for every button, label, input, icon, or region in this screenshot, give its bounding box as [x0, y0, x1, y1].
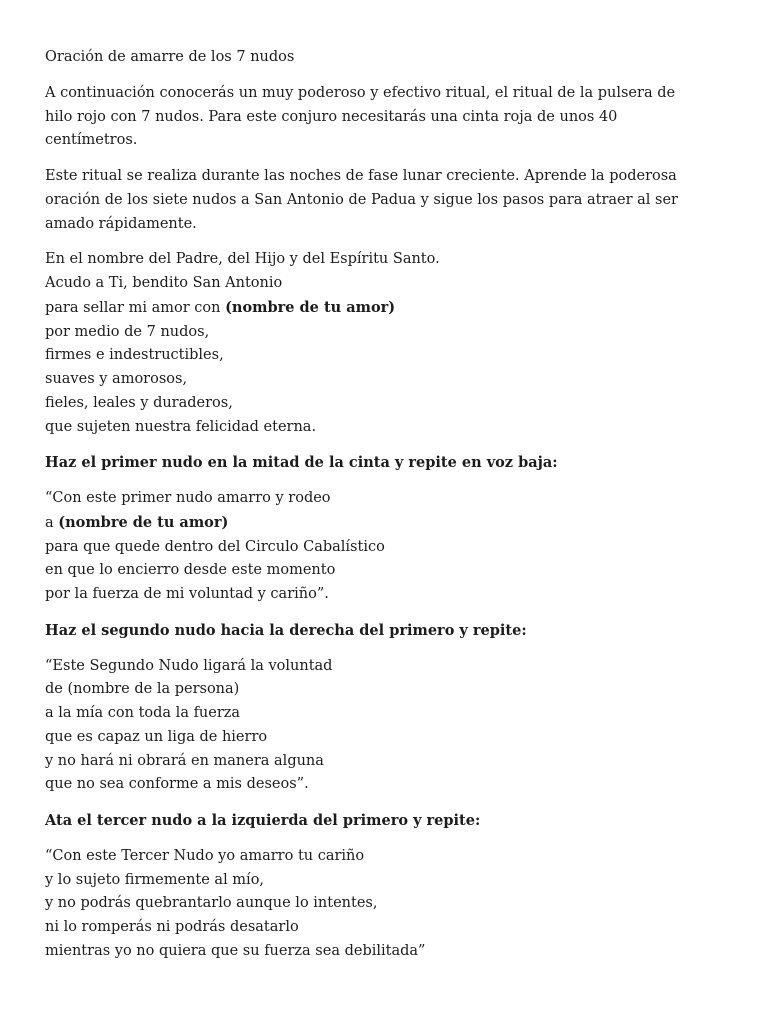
text-line: A continuación conocerás un muy poderoso y efectivo ritual, el ritual de la pulsera de — [45, 84, 676, 101]
verse-line: y no hará ni obrará en manera alguna — [45, 752, 324, 769]
verse-line: que sujeten nuestra felicidad eterna. — [45, 418, 317, 435]
verse-line — [45, 296, 728, 321]
verse-line: por medio de 7 nudos, — [45, 323, 210, 340]
verse-line: Acudo a Ti, bendito San Antonio — [45, 275, 283, 291]
verse-line: y lo sujeto firmemente al mío, — [45, 871, 265, 888]
verse-line: suaves y amorosos, — [45, 371, 188, 387]
verse-line: “Este Segundo Nudo ligará la voluntad — [45, 657, 333, 674]
verse-line: y no podrás quebrantarlo aunque lo intentes, — [45, 895, 378, 912]
text-line: amado rápidamente. — [45, 215, 197, 232]
verse-line: En el nombre del Padre, del Hijo y del Espíritu Santo. — [45, 251, 440, 268]
ritual-paragraph — [45, 165, 728, 236]
verse-line: ni lo romperás ni podrás desatarlo — [45, 919, 299, 935]
verse-text: a — [45, 514, 59, 531]
beloved-name-placeholder: (nombre de tu amor) — [58, 513, 229, 531]
beloved-name-placeholder: (nombre de tu amor) — [225, 298, 396, 316]
verse-line: a la mía con toda la fuerza — [45, 705, 241, 721]
text-line: centímetros. — [45, 132, 138, 149]
first-knot-verse — [45, 487, 728, 607]
verse-line: que no sea conforme a mis deseos”. — [45, 776, 309, 793]
verse-line: de (nombre de la persona) — [45, 681, 240, 698]
verse-line: en que lo encierro desde este momento — [45, 562, 336, 579]
text-line: oración de los siete nudos a San Antonio de Padua y sigue los pasos para atraer al ser — [45, 191, 678, 208]
verse-text: para sellar mi amor con — [45, 299, 226, 316]
verse-line: fieles, leales y duraderos, — [45, 394, 233, 411]
second-knot-verse — [45, 655, 728, 798]
first-knot-instruction: Haz el primer nudo en la mitad de la cinta y repite en voz baja: — [45, 454, 558, 472]
verse-line: por la fuerza de mi voluntad y cariño”. — [45, 586, 329, 602]
verse-line: “Con este Tercer Nudo yo amarro tu cariño — [45, 847, 365, 864]
text-line: Este ritual se realiza durante las noches de fase lunar creciente. Aprende la poderosa — [45, 168, 677, 184]
verse-line: para que quede dentro del Circulo Cabalístico — [45, 538, 385, 555]
verse-line: “Con este primer nudo amarro y rodeo — [45, 490, 331, 506]
third-knot-instruction: Ata el tercer nudo a la izquierda del primero y repite: — [45, 812, 481, 829]
second-knot-instruction: Haz el segundo nudo hacia la derecha del primero y repite: — [45, 621, 527, 639]
prayer-verse — [45, 248, 728, 439]
verse-line: firmes e indestructibles, — [45, 347, 224, 364]
verse-line — [45, 511, 728, 536]
text-line: hilo rojo con 7 nudos. Para este conjuro necesitarás una cinta roja de unos 40 — [45, 108, 618, 125]
document-title: Oración de amarre de los 7 nudos — [45, 49, 295, 65]
verse-line: que es capaz un liga de hierro — [45, 728, 268, 745]
third-knot-verse — [45, 845, 728, 964]
intro-paragraph — [45, 82, 728, 153]
verse-line: mientras yo no quiera que su fuerza sea debilitada” — [45, 942, 426, 959]
